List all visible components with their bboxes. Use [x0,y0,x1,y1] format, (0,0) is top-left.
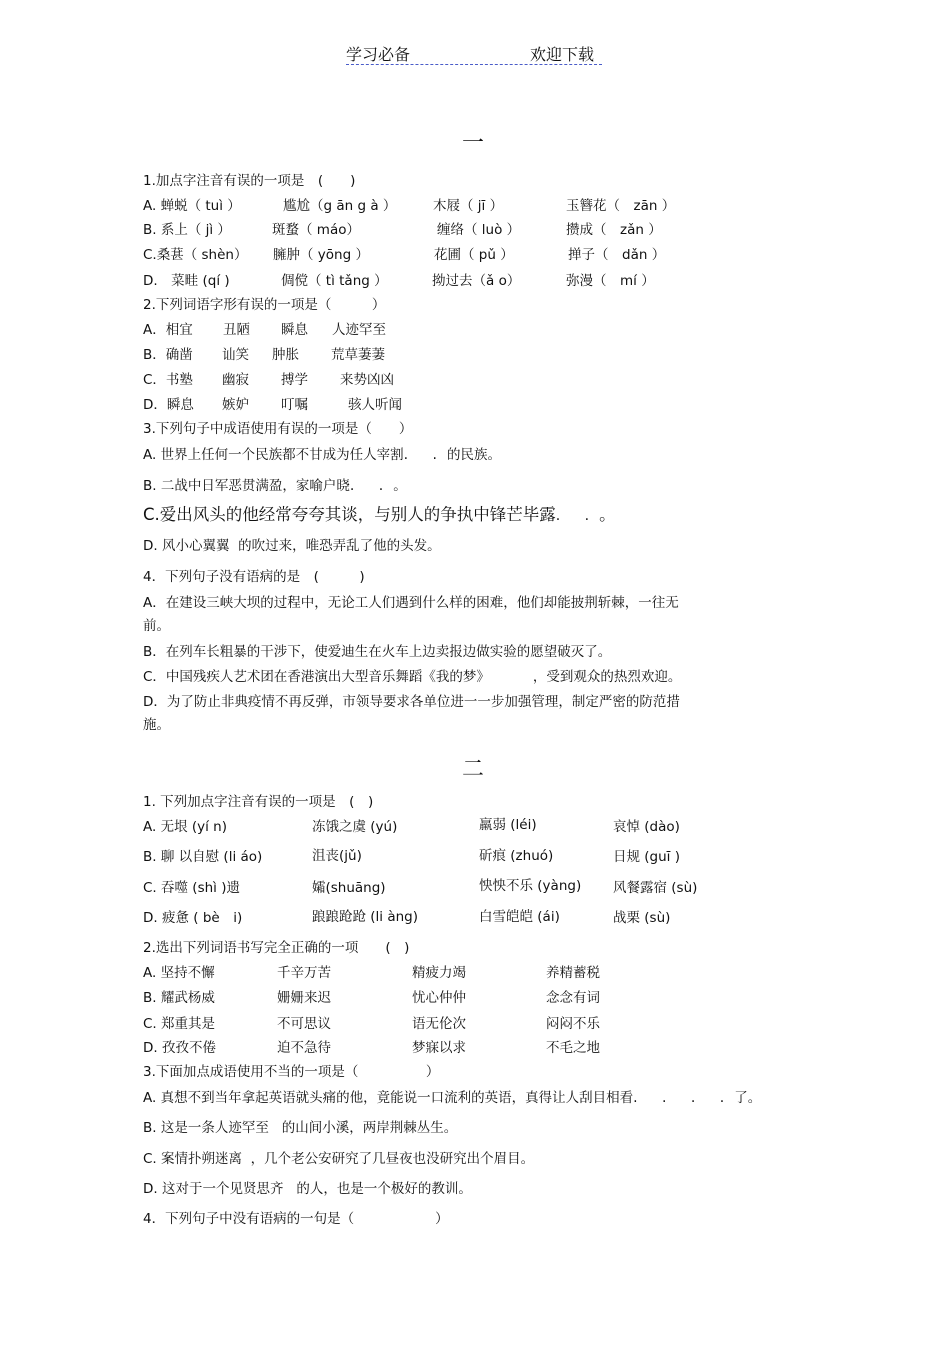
option: 嫉妒 [222,397,249,413]
option-text: 。 [599,505,616,524]
option: D. 疲惫 ( bè i) [143,910,243,926]
option: D．瞬息 [143,397,194,413]
option: A. 坚持不懈 [143,965,215,981]
s1-q4-option-b: B．在列车长粗暴的干涉下，使爱迪生在火车上边卖报边做实验的愿望破灭了。 [143,644,612,660]
s2-q3-option-b [143,1119,457,1137]
option: 搏学 [281,372,308,388]
option-text: 了。 [734,1090,762,1106]
option-text: C.爱出风头的他经常夸夸其谈，与别人的争执中锋芒毕露 [143,505,556,524]
s1-q3-option-d [143,537,441,555]
option: D. 菜畦 (qí ) [143,273,230,289]
s1-q4-stem: 4．下列句子没有语病的是 ( ) [143,569,365,585]
section-1-title: 一 [462,131,485,156]
option: 白雪皑皑 (ái) [479,909,560,925]
option: 拗过去（ǎ o） [432,273,521,289]
option: 叮嘱 [281,397,308,413]
option: 日规 (guī ) [613,849,680,865]
page-header [346,42,602,65]
s2-q1-stem: 1. 下列加点字注音有误的一项是 ( ) [143,794,374,810]
option: C．书塾 [143,372,193,388]
option: 精疲力竭 [412,965,466,981]
option: 忧心仲仲 [412,990,466,1006]
option: 木屐（ jī ） [433,198,504,214]
option: 缠络（ luò ） [437,222,521,238]
s1-q1-stem: 1.加点字注音有误的一项是 ( ) [143,173,356,189]
option-text: 。 [393,478,407,494]
option: 骇人听闻 [348,397,402,413]
option: 人迹罕至 [332,322,386,338]
option-text: B. 二战中日军恶贯满盈，家喻户晓 [143,478,350,494]
option-text: C．中国残疾人艺术团在香港演出大型音乐舞蹈《我的梦》 [143,669,490,685]
option: 怏怏不乐 (yàng) [479,878,582,894]
option-text: D. 风小心翼翼 [143,538,230,554]
option: B．确凿 [143,347,193,363]
option: 臃肿（ yōng ） [273,247,369,263]
option: C.桑葚（ shèn） [143,247,248,263]
option: 养精蓄税 [546,965,600,981]
option: 孀(shuāng) [312,880,386,896]
option-text: 的吹过来，唯恐弄乱了他的头发。 [238,538,441,554]
s1-q3-option-c [143,506,616,525]
option: B. 聊 以自慰 (li áo) [143,849,263,865]
option: 讪笑 [222,347,249,363]
option-text: B. 这是一条人迹罕至 [143,1120,269,1136]
s1-q2-stem: 2.下列词语字形有误的一项是（ ） [143,297,386,313]
option: 肿胀 [272,347,299,363]
s2-q3-option-d [143,1180,472,1198]
option-text: A. 真想不到当年拿起英语就头痛的他，竟能说一口流利的英语，真得让人刮目相看 [143,1090,634,1106]
s2-q3-option-a [143,1089,761,1107]
option: 斑蝥（ máo） [272,222,360,238]
s1-q3-option-a [143,446,501,464]
option: 丑陋 [223,322,250,338]
option: 斫痕 (zhuó) [479,848,554,864]
section-2-title: 二 [462,757,485,782]
s2-q2-stem: 2.选出下列词语书写完全正确的一项 ( ) [143,940,410,956]
option: 哀悼 (dào) [613,819,680,835]
option: 语无伦次 [412,1016,466,1032]
option: B. 系上（ jì ） [143,222,231,238]
option: 闷闷不乐 [546,1016,600,1032]
option: 不毛之地 [546,1040,600,1056]
option: 弥漫（ mí ） [566,273,655,289]
s1-q4-option-c [143,668,681,686]
option: 梦寐以求 [412,1040,466,1056]
emphasis-dots: . . [403,447,447,463]
s2-q3-stem: 3.下面加点成语使用不当的一项是（ ） [143,1064,440,1080]
header-left: 学习必备 [346,45,411,64]
s1-q4-option-a-line2: 前。 [143,618,170,634]
option: 掸子（ dǎn ） [568,247,666,263]
option: 踉踉跄跄 (li àng) [312,909,419,925]
option: 沮丧(jǔ) [312,848,362,864]
option-text: C. 案情扑朔迷离 [143,1151,243,1167]
option-text: ，受到观众的热烈欢迎。 [532,669,682,685]
option: 荒草萋萋 [331,347,385,363]
option: 冻饿之虞 (yú) [312,819,398,835]
option: 玉簪花（ zān ） [566,198,676,214]
option: 来势凶凶 [340,372,394,388]
option-text: 的民族。 [446,447,501,463]
option: 倜傥（ tì tǎng ） [281,273,388,289]
option: 攒成（ zǎn ） [566,222,662,238]
option-text: ，几个老公安研究了几昼夜也没研究出个眉目。 [250,1151,535,1167]
option: 瞬息 [281,322,308,338]
option: 姗姗来迟 [277,990,331,1006]
option: C. 郑重其是 [143,1016,216,1032]
option: A．相宜 [143,322,193,338]
s1-q4-option-a-line1: A．在建设三峡大坝的过程中，无论工人们遇到什么样的困难，他们却能披荆斩棘，一往无 [143,595,679,611]
option-text: 的山间小溪，两岸荆棘丛生。 [281,1120,458,1136]
option-text: 的人，也是一个极好的教训。 [296,1181,472,1197]
header-right: 欢迎下载 [530,45,595,64]
option: 羸弱 (léi) [479,817,537,833]
option: B. 耀武杨威 [143,990,215,1006]
s1-q4-option-d-line1: D．为了防止非典疫情不再反弹，市领导要求各单位进一一步加强管理，制定严密的防范措 [143,694,680,710]
option-text: D. 这对于一个见贤思齐 [143,1181,284,1197]
s1-q3-option-b [143,477,407,495]
option: 千辛万苦 [277,965,331,981]
option: 念念有词 [546,990,600,1006]
s2-q3-option-c [143,1150,534,1168]
emphasis-dots: . . . . [633,1090,735,1106]
option: 尴尬（g ān g à ） [283,198,397,214]
emphasis-dots: . . [349,478,394,494]
s2-q4-stem: 4．下列句子中没有语病的一句是（ ） [143,1211,449,1227]
option: C. 吞噬 (shì )遗 [143,880,240,896]
option: 花圃（ pǔ ） [434,247,514,263]
s1-q4-option-d-line2: 施。 [143,717,170,733]
option: 风餐露宿 (sù) [613,880,698,896]
option: 战栗 (sù) [613,910,671,926]
option: A. 蝉蜕（ tuì ） [143,198,241,214]
emphasis-dots: . . [555,508,600,524]
option: D. 孜孜不倦 [143,1040,216,1056]
option: A. 无垠 (yí n) [143,819,227,835]
option: 迫不急待 [277,1040,331,1056]
option: 不可思议 [277,1016,331,1032]
s1-q3-stem: 3.下列句子中成语使用有误的一项是（ ） [143,421,413,437]
option-text: A. 世界上任何一个民族都不甘成为任人宰割 [143,447,404,463]
option: 幽寂 [222,372,249,388]
